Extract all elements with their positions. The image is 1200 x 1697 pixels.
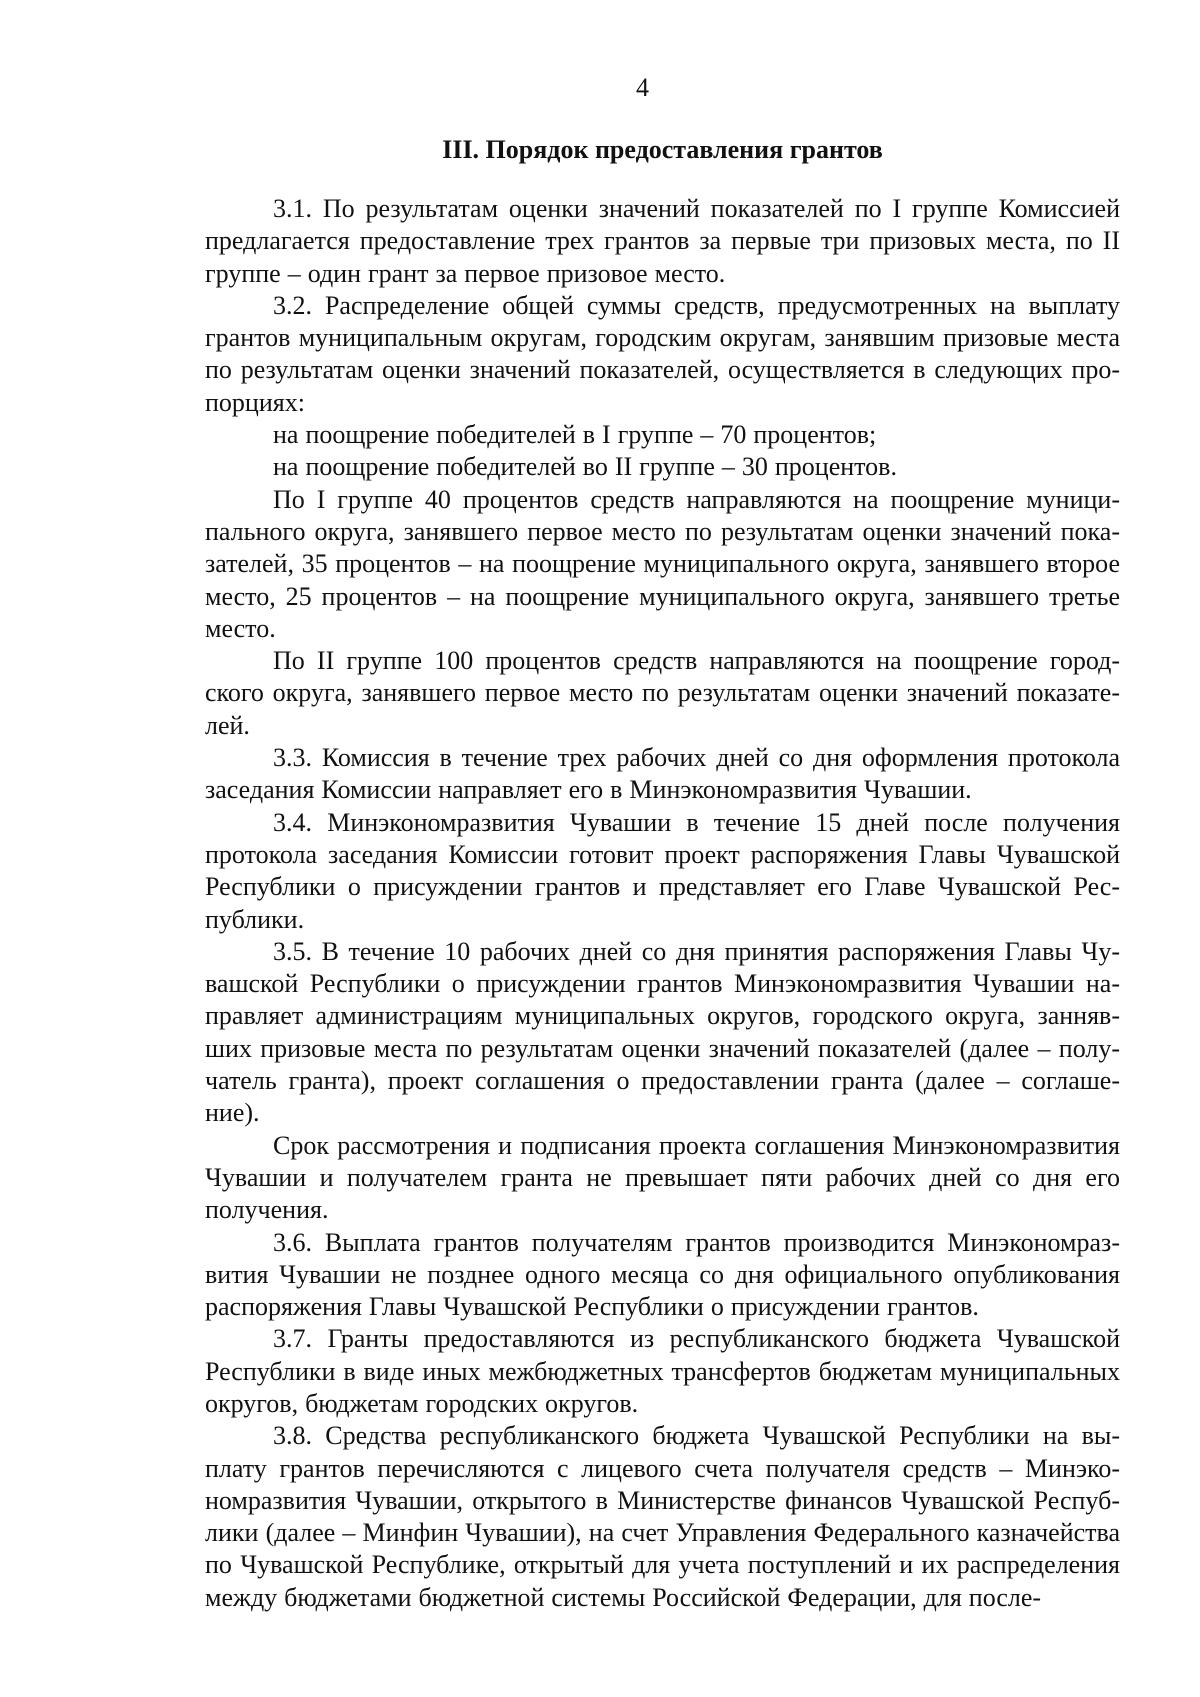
paragraph-3-6: 3.6. Выплата грантов получателям грантов производится Минэкономразвития Чувашии не позднее одного месяца со дня официального опубликования распоряжения Главы Чувашской Республики о присуждении грантов. [205, 1227, 1120, 1322]
paragraph-3-2: 3.2. Распределение общей суммы средств, предусмотренных на выплату грантов муниципальным округам, городским округам, занявшим призовые места по результатам оценки значений показателей, осуществляется в следующих пропорциях: [205, 290, 1120, 417]
paragraph-agreement-term: Срок рассмотрения и подписания проекта соглашения Минэкономразвития Чувашии и получателем гранта не превышает пяти рабочих дней со дня его получения. [205, 1130, 1120, 1225]
paragraph-group-2-distribution: По II группе 100 процентов средств направляются на поощрение городского округа, занявшего первое место по результатам оценки значений показателей. [205, 646, 1120, 740]
paragraph-3-1: 3.1. По результатам оценки значений показателей по I группе Комиссией предлагается предоставление трех грантов за первые три призовых места, по II группе – один грант за первое призовое место. [205, 194, 1120, 288]
paragraph-group-1-share: на поощрение победителей в I группе – 70 процентов; [273, 420, 877, 450]
page-number: 4 [636, 73, 649, 102]
paragraph-3-8: 3.8. Средства республиканского бюджета Чувашской Республики на выплату грантов перечисляются с лицевого счета получателя средств – Минэкономразвития Чувашии, открытого в Министерстве финансов Чувашской Республики (далее – Минфин Чувашии), на счет Управления Федерального казначейства по Чувашской Республике, открытый для учета поступлений и их распределения между бюджетами бюджетной системы Российской Федерации, для после- [205, 1421, 1120, 1612]
paragraph-3-7: 3.7. Гранты предоставляются из республиканского бюджета Чувашской Республики в виде иных межбюджетных трансфертов бюджетам муниципальных округов, бюджетам городских округов. [205, 1324, 1120, 1418]
paragraph-3-5: 3.5. В течение 10 рабочих дней со дня принятия распоряжения Главы Чувашской Республики о присуждении грантов Минэкономразвития Чувашии направляет администрациям муниципальных округов, городского округа, заннявших призовые места по результатам оценки значений показателей (далее – получатель гранта), проект соглашения о предоставлении гранта (далее – соглашение). [205, 936, 1120, 1128]
paragraph-group-2-share: на поощрение победителей во II группе – 30 процентов. [273, 452, 897, 482]
paragraph-group-1-distribution: По I группе 40 процентов средств направляются на поощрение муниципального округа, занявшего первое место по результатам оценки значений показателей, 35 процентов – на поощрение муниципального округа, занявшего второе место, 25 процентов – на поощрение муниципального округа, занявшего третье место. [205, 484, 1120, 643]
section-title: III. Порядок предоставления грантов [442, 135, 883, 164]
document-body [205, 193, 1120, 1614]
paragraph-3-3: 3.3. Комиссия в течение трех рабочих дней со дня оформления протокола заседания Комиссии направляет его в Минэкономразвития Чувашии. [205, 743, 1120, 805]
paragraph-3-4: 3.4. Минэкономразвития Чувашии в течение 15 дней после получения протокола заседания Комиссии готовит проект распоряжения Главы Чувашской Республики о присуждении грантов и представляет его Главе Чувашской Республики. [205, 807, 1120, 934]
